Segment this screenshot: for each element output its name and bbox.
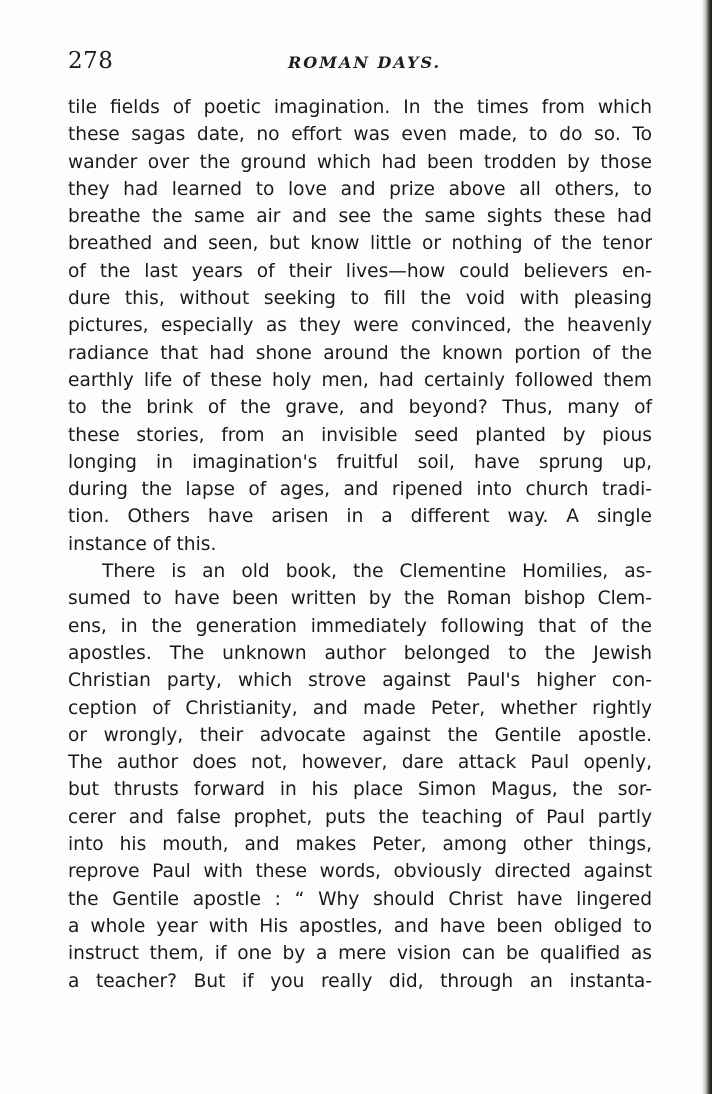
running-title: ROMAN DAYS. [288,53,442,72]
text-line: cerer and false prophet, puts the teaching of Paul partly [68,806,652,828]
text-line: tile fields of poetic imagination. In the times from which [68,97,652,118]
text-line: a teacher? But if you really did, through an instanta- [68,970,652,992]
text-line: instruct them, if one by a mere vision can be qualified as [68,943,652,965]
text-line: ception of Christianity, and made Peter, whether rightly [68,697,652,719]
text-line: a whole year with His apostles, and have been obliged to [68,915,652,937]
text-line: they had learned to love and prize above all others, to [68,178,652,200]
text-line: or wrongly, their advocate against the Gentile apostle. [68,724,652,746]
body-text [68,94,652,995]
paragraph-first-line: There is an old book, the Clementine Homilies, as- [102,561,652,583]
text-line: of the last years of their lives—how could believers en- [68,260,652,282]
text-line: sumed to have been written by the Roman bishop Clem- [68,588,652,610]
text-line: reprove Paul with these words, obviously directed against [68,861,652,883]
text-line: ens, in the generation immediately following that of the [68,615,652,637]
page-number: 278 [68,48,114,74]
text-line: tion. Others have arisen in a different way. A single [68,506,652,528]
text-line: breathe the same air and see the same sights these had [68,206,652,228]
text-line: apostles. The unknown author belonged to the Jewish [68,642,652,664]
page-edge-shadow [702,0,712,1094]
text-line: but thrusts forward in his place Simon Magus, the sor- [68,779,652,801]
text-line: The author does not, however, dare attack Paul openly, [68,752,652,774]
text-line: during the lapse of ages, and ripened into church tradi- [68,479,652,501]
text-line: to the brink of the grave, and beyond? Thus, many of [68,397,652,419]
text-line: earthly life of these holy men, had certainly followed them [68,369,652,391]
text-line: radiance that had shone around the known portion of the [68,342,652,364]
text-line: dure this, without seeking to fill the void with pleasing [68,288,652,310]
paragraph-end-line: instance of this. [68,533,217,555]
text-line: these stories, from an invisible seed planted by pious [68,424,652,446]
text-line: pictures, especially as they were convinced, the heavenly [68,315,652,337]
text-line: into his mouth, and makes Peter, among other things, [68,834,652,856]
text-line: these sagas date, no effort was even made, to do so. To [68,124,652,146]
running-header [68,48,652,78]
text-line: breathed and seen, but know little or nothing of the tenor [68,233,652,255]
text-line: wander over the ground which had been trodden by those [68,151,652,173]
text-line: Christian party, which strove against Paul's higher con- [68,670,652,692]
text-line: the Gentile apostle : “ Why should Christ have lingered [68,888,652,910]
text-line: longing in imagination's fruitful soil, have sprung up, [68,451,652,473]
